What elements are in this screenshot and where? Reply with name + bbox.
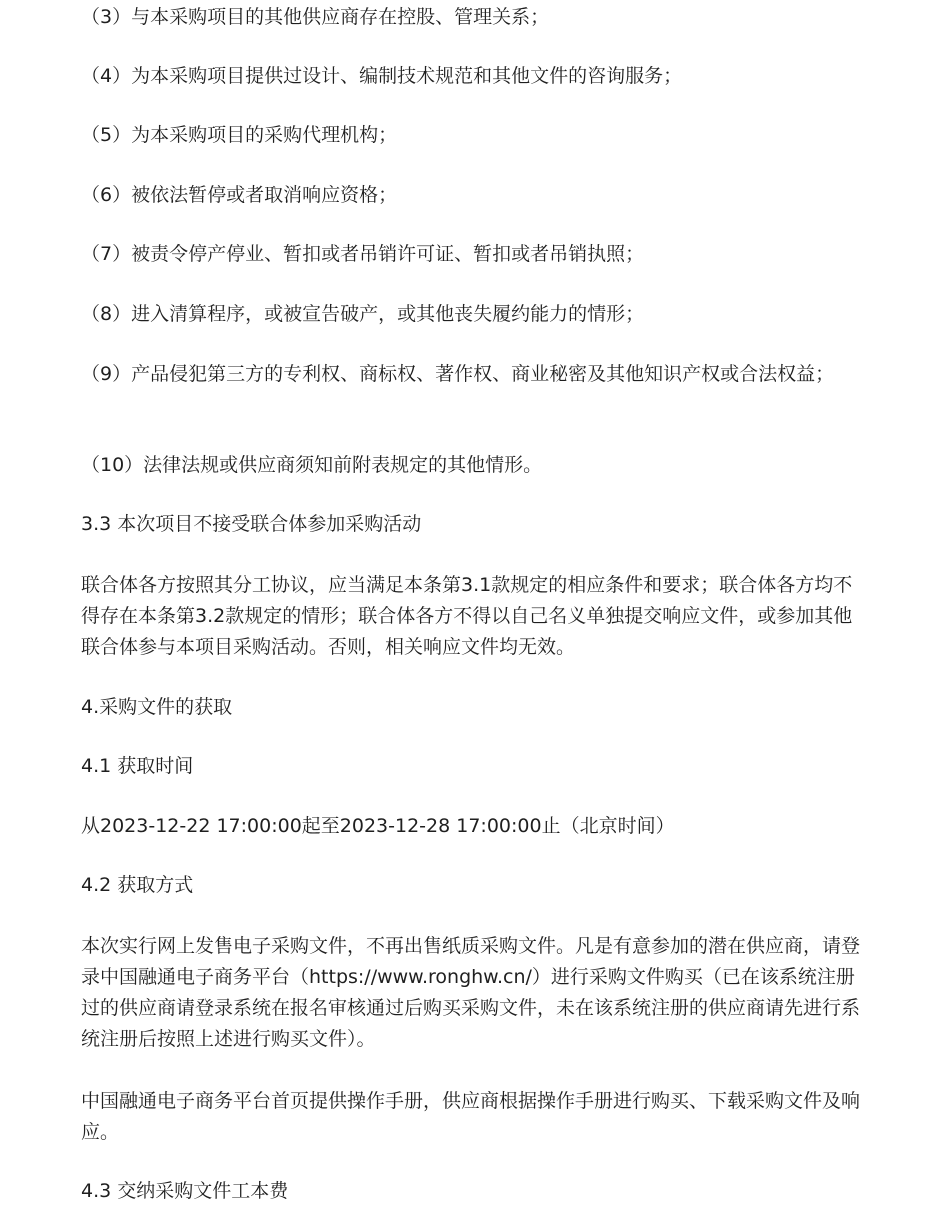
exclusion-item-3: （3）与本采购项目的其他供应商存在控股、管理关系； bbox=[81, 6, 550, 28]
section-4-2-body-2: 中国融通电子商务平台首页提供操作手册，供应商根据操作手册进行购买、下载采购文件及响应。 bbox=[81, 1090, 861, 1143]
section-4-3-heading: 4.3 交纳采购文件工本费 bbox=[81, 1180, 289, 1202]
exclusion-item-5: （5）为本采购项目的采购代理机构； bbox=[81, 124, 398, 146]
section-4-2-heading: 4.2 获取方式 bbox=[81, 874, 194, 896]
exclusion-item-6: （6）被依法暂停或者取消响应资格； bbox=[81, 184, 398, 206]
exclusion-item-9: （9）产品侵犯第三方的专利权、商标权、著作权、商业秘密及其他知识产权或合法权益； bbox=[81, 363, 835, 385]
section-4-1-heading: 4.1 获取时间 bbox=[81, 755, 194, 777]
exclusion-item-8: （8）进入清算程序，或被宣告破产，或其他丧失履约能力的情形； bbox=[81, 303, 645, 325]
section-4-2-body-1: 本次实行网上发售电子采购文件，不再出售纸质采购文件。凡是有意参加的潜在供应商，请登录中国融通电子商务平台（https://www.ronghw.cn/）进行采购文件购买（已在该系统注册过的供应商请登录系统在报名审核通过后购买采购文件，未在该系统注册的供应商请先进行系统注册后按照上述进行购买文件）。 bbox=[81, 935, 861, 1050]
exclusion-item-10: （10）法律法规或供应商须知前附表规定的其他情形。 bbox=[81, 454, 543, 476]
section-3-3-body: 联合体各方按照其分工协议，应当满足本条第3.1款规定的相应条件和要求；联合体各方均不得存在本条第3.2款规定的情形；联合体各方不得以自己名义单独提交响应文件，或参加其他联合体参与本项目采购活动。否则，相关响应文件均无效。 bbox=[81, 574, 853, 658]
exclusion-item-4: （4）为本采购项目提供过设计、编制技术规范和其他文件的咨询服务； bbox=[81, 65, 683, 87]
section-3-3-heading: 3.3 本次项目不接受联合体参加采购活动 bbox=[81, 513, 422, 535]
section-4-heading: 4.采购文件的获取 bbox=[81, 696, 233, 718]
exclusion-item-7: （7）被责令停产停业、暂扣或者吊销许可证、暂扣或者吊销执照； bbox=[81, 243, 645, 265]
section-4-1-body: 从2023-12-22 17:00:00起至2023-12-28 17:00:00止（北京时间） bbox=[81, 815, 675, 837]
